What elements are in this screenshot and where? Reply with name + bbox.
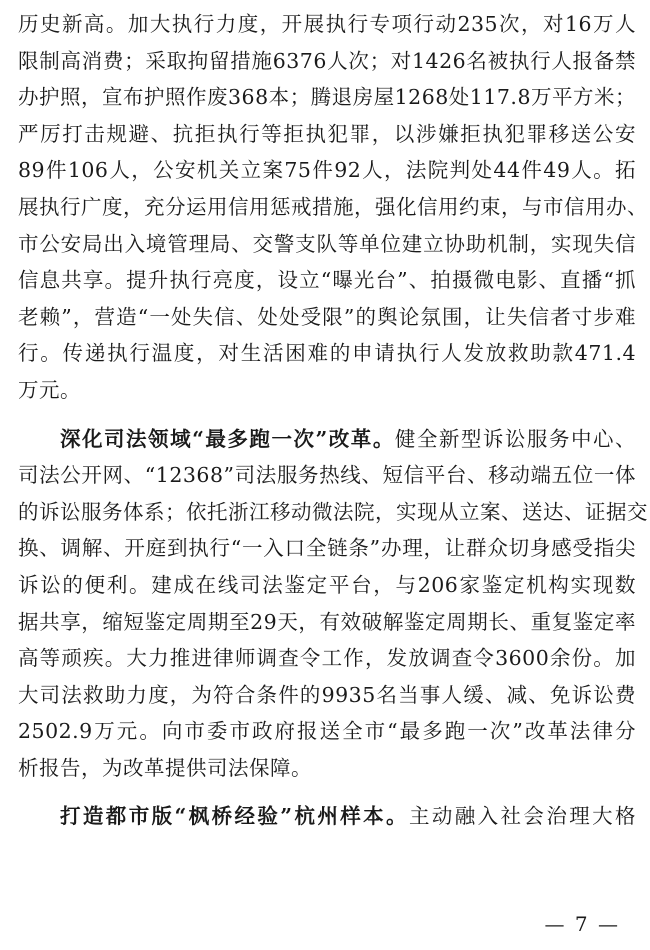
text-line: 历史新高。加大执行力度，开展执行专项行动235次，对16万人: [18, 12, 636, 36]
paragraph-one-visit-reform: [18, 421, 648, 787]
text-line: 限制高消费；采取拘留措施6376人次；对1426名被执行人报备禁: [18, 48, 636, 73]
paragraph-gap: [18, 409, 636, 421]
text-line: 万元。: [18, 377, 81, 402]
paragraph-fengqiao-experience: [18, 798, 636, 835]
text-line: 据共享，缩短鉴定周期至29天，有效破解鉴定周期长、重复鉴定率: [18, 609, 636, 634]
text-line: 2502.9万元。向市委市政府报送全市“最多跑一次”改革法律分: [18, 719, 636, 744]
text-line: 行。传递执行温度，对生活困难的申请执行人发放救助款471.4: [18, 341, 636, 366]
text-line: 展执行广度，充分运用信用惩戒措施，强化信用约束，与市信用办、: [18, 194, 648, 219]
text-line: 司法公开网、“12368”司法服务热线、短信平台、移动端五位一体: [18, 463, 636, 488]
paragraph-heading: 打造都市版“枫桥经验”杭州样本。: [60, 804, 409, 829]
text-line: [18, 798, 636, 835]
text-line: 严厉打击规避、抗拒执行等拒执犯罪，以涉嫌拒执犯罪移送公安: [18, 121, 636, 146]
page-number: — 7 —: [544, 912, 620, 936]
text-run: 主动融入社会治理大格: [408, 804, 637, 829]
text-line: 诉讼的便利。建成在线司法鉴定平台，与206家鉴定机构实现数: [18, 572, 636, 597]
document-page: [18, 6, 648, 835]
text-run: 健全新型诉讼服务中心、: [394, 426, 636, 451]
paragraph-gap: [18, 786, 636, 798]
text-line: 市公安局出入境管理局、交警支队等单位建立协助机制，实现失信: [18, 231, 636, 256]
paragraph-heading: 深化司法领域“最多跑一次”改革。: [60, 426, 395, 451]
text-line: 的诉讼服务体系；依托浙江移动微法院，实现从立案、送达、证据交: [18, 499, 648, 524]
text-line: 信息共享。提升执行亮度，设立“曝光台”、拍摄微电影、直播“抓: [18, 268, 636, 293]
text-line: 换、调解、开庭到执行“一入口全链条”办理，让群众切身感受指尖: [18, 536, 636, 561]
text-line: 析报告，为改革提供司法保障。: [18, 755, 312, 780]
text-line: 89件106人，公安机关立案75件92人，法院判处44件49人。拓: [18, 158, 636, 183]
text-line: [18, 421, 636, 458]
text-line: 大司法救助力度，为符合条件的9935名当事人缓、减、免诉讼费: [18, 682, 636, 707]
text-line: 老赖”，营造“一处失信、处处受限”的舆论氛围，让失信者寸步难: [18, 304, 636, 329]
paragraph-enforcement: [18, 6, 648, 409]
text-line: 办护照，宣布护照作废368本；腾退房屋1268处117.8万平方米；: [18, 85, 636, 110]
text-line: 高等顽疾。大力推进律师调查令工作，发放调查令3600余份。加: [18, 646, 636, 671]
